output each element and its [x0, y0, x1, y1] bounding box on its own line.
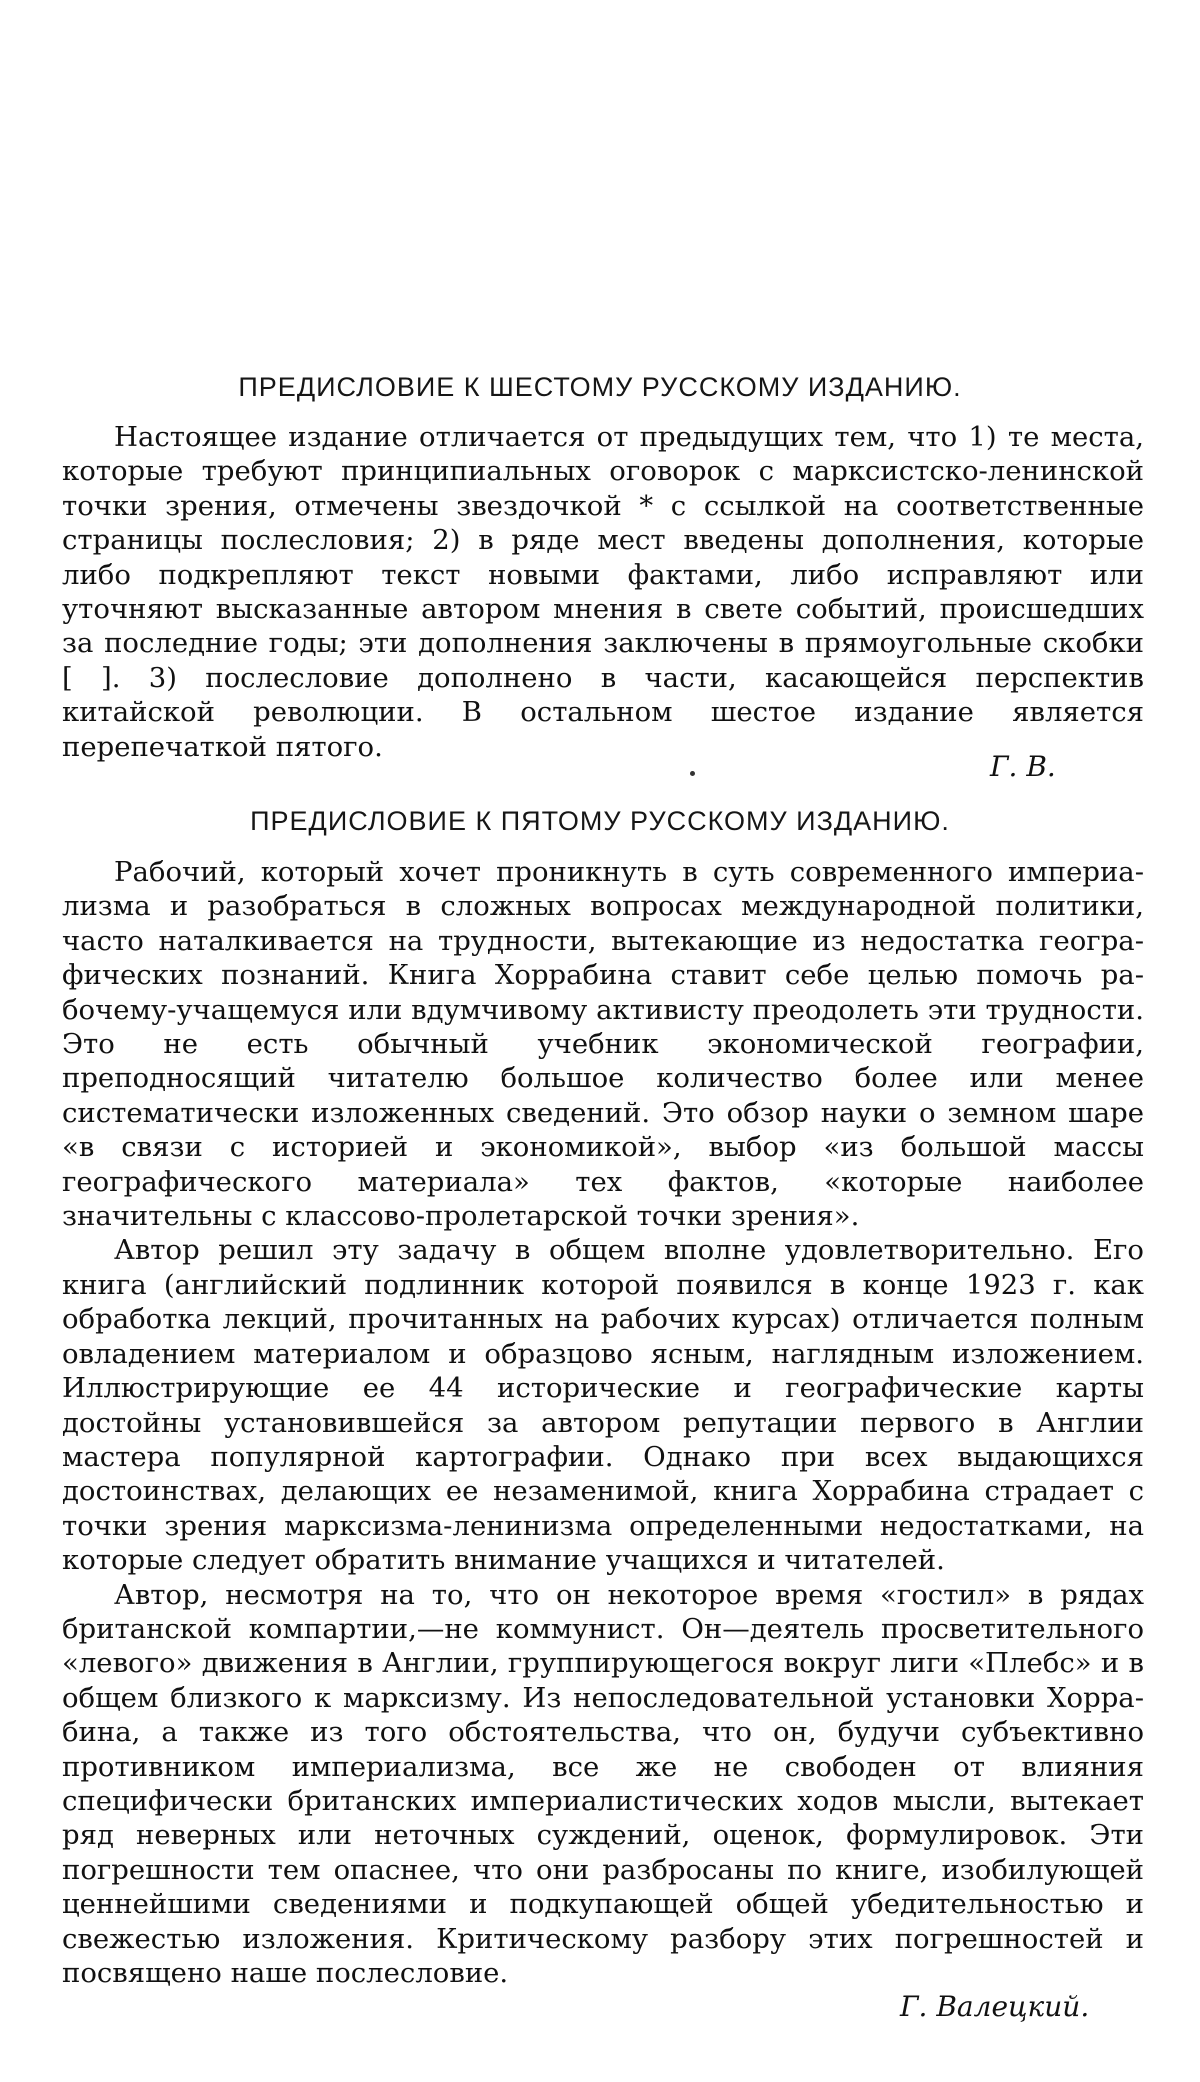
preface-5-paragraph-2: Автор решил эту задачу в общем вполне удовлетворительно. Его книга (английский подлинник которой появился в конце 1923 г. как обработка лекций, прочитанных на рабочих курсах) отличается полным овладением материалом и образцово ясным, наглядным изложением. Иллюстрирующие ее 44 исторические и географические карты достойны установившейся за автором репутации первого в Англии мастера популярной картографии. Однако при всех выдающихся достоинствах, делающих ее незаменимой, книга Хоррабина страдает с точки зрения марксизма-ленинизма определенными недостатками, на которые следует обратить внимание учащихся и читателей.	[62, 1234, 1144, 1577]
preface-5-paragraph-1: Рабочий, который хочет проникнуть в суть современного империализма и разобраться в сложных вопросах международной политики, часто наталкивается на трудности, вытекающие из недостатка географических познаний. Книга Хоррабина ставит себе целью помочь рабочему-учащемуся или вдумчивому активисту преодолеть эти трудности. Это не есть обычный учебник экономической географии, преподносящий читателю большое количество более или менее систематически изложенных сведений. Это обзор науки о земном шаре «в связи с историей и экономикой», выбор «из большой массы географического материала» тех фактов, «которые наиболее значительны с классово-пролетарской точки зрения».	[62, 856, 1144, 1233]
preface-6-paragraph: Настоящее издание отличается от предыдущих тем, что 1) те места, которые требуют принципиальных оговорок с марксистско-ленинской точки зрения, отмечены звездочкой * с ссылкой на соответственные страницы послесловия; 2) в ряде мест введены дополнения, которые либо подкрепляют текст новыми фактами, либо исправляют или уточняют высказанные автором мнения в свете событий, происшедших за последние годы; эти дополнения заключены в прямоугольные скобки [ ]. 3) послесловие дополнено в части, касающейся перспектив китайской революции. В остальном шестое издание является перепечаткой пятого.	[62, 421, 1144, 763]
preface-5-title: ПРЕДИСЛОВИЕ К ПЯТОМУ РУССКОМУ ИЗДАНИЮ.	[250, 806, 950, 836]
preface-6-signature: Г. В.	[990, 750, 1056, 783]
preface-6-body	[62, 420, 1144, 764]
preface-5-body	[62, 855, 1144, 1990]
preface-5-signature: Г. Валецкий.	[900, 1990, 1090, 2023]
preface-6-title: ПРЕДИСЛОВИЕ К ШЕСТОМУ РУССКОМУ ИЗДАНИЮ.	[238, 372, 962, 402]
stray-dot-mark	[690, 771, 695, 776]
preface-5-paragraph-3: Автор, несмотря на то, что он некоторое время «гостил» в рядах британской компартии,—не коммунист. Он—деятель просветительного «левого» движения в Англии, группирующегося вокруг лиги «Плебс» и в общем близкого к марксизму. Из непоследовательной установки Хоррабина, а также из того обстоятельства, что он, будучи субъективно противником империализма, все же не свободен от влияния специфически британских империалистических ходов мысли, вытекает ряд неверных или неточных суждений, оценок, формулировок. Эти погрешности тем опаснее, что они разбросаны по книге, изобилующей ценнейшими сведениями и подкупающей общей убедительностью и свежестью изложения. Критическому разбору этих погрешностей и посвящено наше послесловие.	[62, 1578, 1144, 1989]
